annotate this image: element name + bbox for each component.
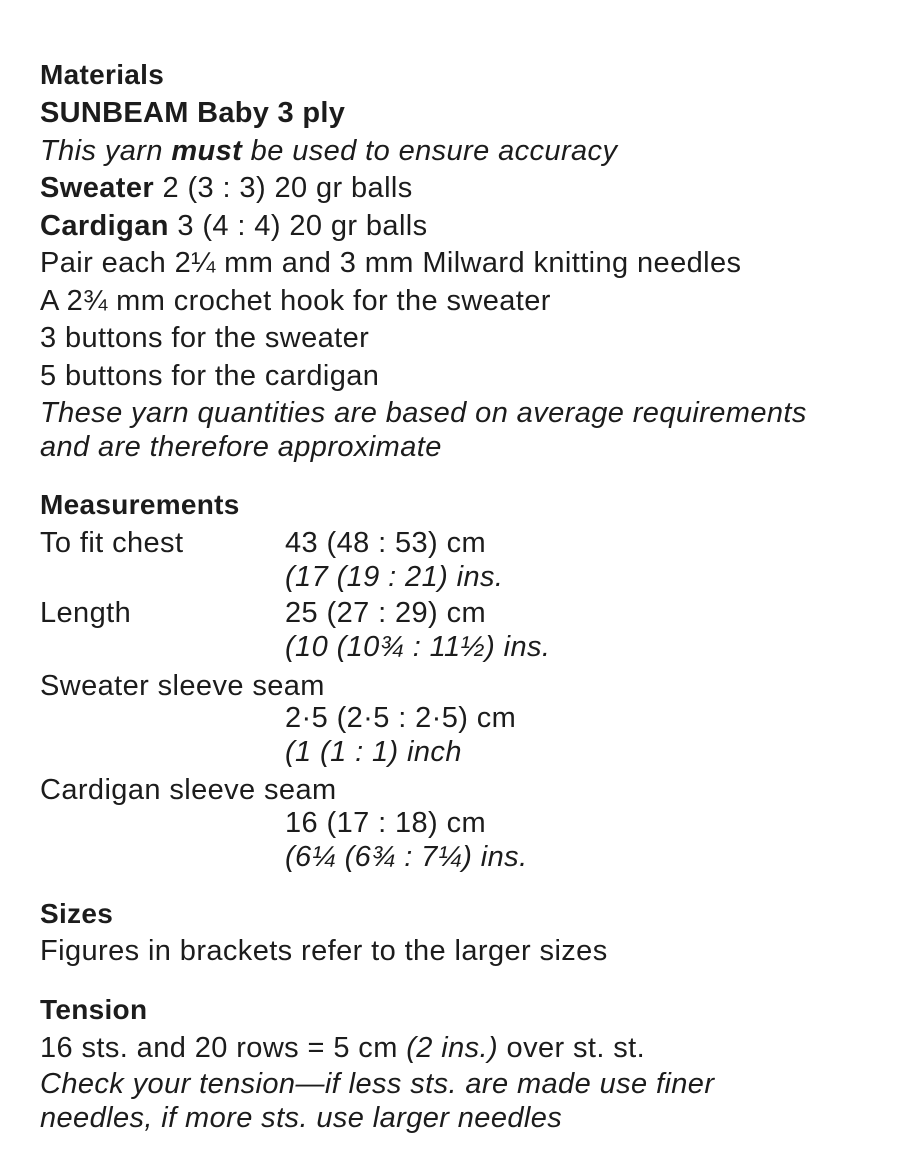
tension-gauge-line bbox=[40, 1031, 645, 1065]
length-ins: (10 (10¾ : 11½) ins. bbox=[285, 631, 551, 663]
sizes-heading: Sizes bbox=[40, 898, 114, 929]
cardigan-sleeve-label: Cardigan sleeve seam bbox=[40, 774, 337, 806]
sweater-yarn-line bbox=[40, 171, 413, 205]
sweater-sleeve-label: Sweater sleeve seam bbox=[40, 670, 325, 702]
chest-cm: 43 (48 : 53) cm bbox=[285, 527, 487, 559]
note-after: be used to ensure accuracy bbox=[242, 135, 618, 167]
sweater-sleeve-ins: (1 (1 : 1) inch bbox=[285, 736, 462, 768]
tension-gauge-b: over st. st. bbox=[498, 1032, 646, 1064]
chest-ins: (17 (19 : 21) ins. bbox=[285, 561, 504, 593]
tension-check-line1: Check your tension—if less sts. are made use finer bbox=[40, 1068, 715, 1100]
crochet-hook-line: A 2¾ mm crochet hook for the sweater bbox=[40, 285, 551, 317]
sweater-buttons-line: 3 buttons for the sweater bbox=[40, 322, 370, 354]
sizes-text: Figures in brackets refer to the larger sizes bbox=[40, 935, 608, 967]
length-label: Length bbox=[40, 597, 132, 629]
yarn-accuracy-note bbox=[40, 134, 617, 168]
note-emphasis: must bbox=[171, 135, 243, 167]
sweater-label: Sweater bbox=[40, 172, 155, 204]
length-cm: 25 (27 : 29) cm bbox=[285, 597, 487, 629]
needles-line: Pair each 2¼ mm and 3 mm Milward knitting needles bbox=[40, 247, 742, 279]
cardigan-sleeve-ins: (6¼ (6¾ : 7¼) ins. bbox=[285, 841, 528, 873]
materials-heading: Materials bbox=[40, 59, 165, 90]
tension-heading: Tension bbox=[40, 994, 148, 1025]
cardigan-buttons-line: 5 buttons for the cardigan bbox=[40, 360, 380, 392]
tension-check-line2: needles, if more sts. use larger needles bbox=[40, 1102, 563, 1134]
cardigan-sleeve-cm: 16 (17 : 18) cm bbox=[285, 807, 487, 839]
cardigan-yarn-amount: 3 (4 : 4) 20 gr balls bbox=[168, 210, 428, 242]
quantities-note-line1: These yarn quantities are based on average requirements bbox=[40, 397, 807, 429]
cardigan-label: Cardigan bbox=[40, 210, 169, 242]
quantities-note-line2: and are therefore approximate bbox=[40, 431, 442, 463]
tension-gauge-a: 16 sts. and 20 rows = 5 cm bbox=[40, 1032, 407, 1064]
yarn-product-name: SUNBEAM Baby 3 ply bbox=[40, 97, 346, 129]
measurements-heading: Measurements bbox=[40, 489, 240, 520]
sweater-yarn-amount: 2 (3 : 3) 20 gr balls bbox=[154, 172, 413, 204]
tension-gauge-ins: (2 ins.) bbox=[406, 1032, 499, 1064]
chest-label: To fit chest bbox=[40, 527, 184, 559]
note-before: This yarn bbox=[40, 135, 172, 167]
cardigan-yarn-line bbox=[40, 209, 428, 243]
sweater-sleeve-cm: 2·5 (2·5 : 2·5) cm bbox=[285, 702, 517, 734]
